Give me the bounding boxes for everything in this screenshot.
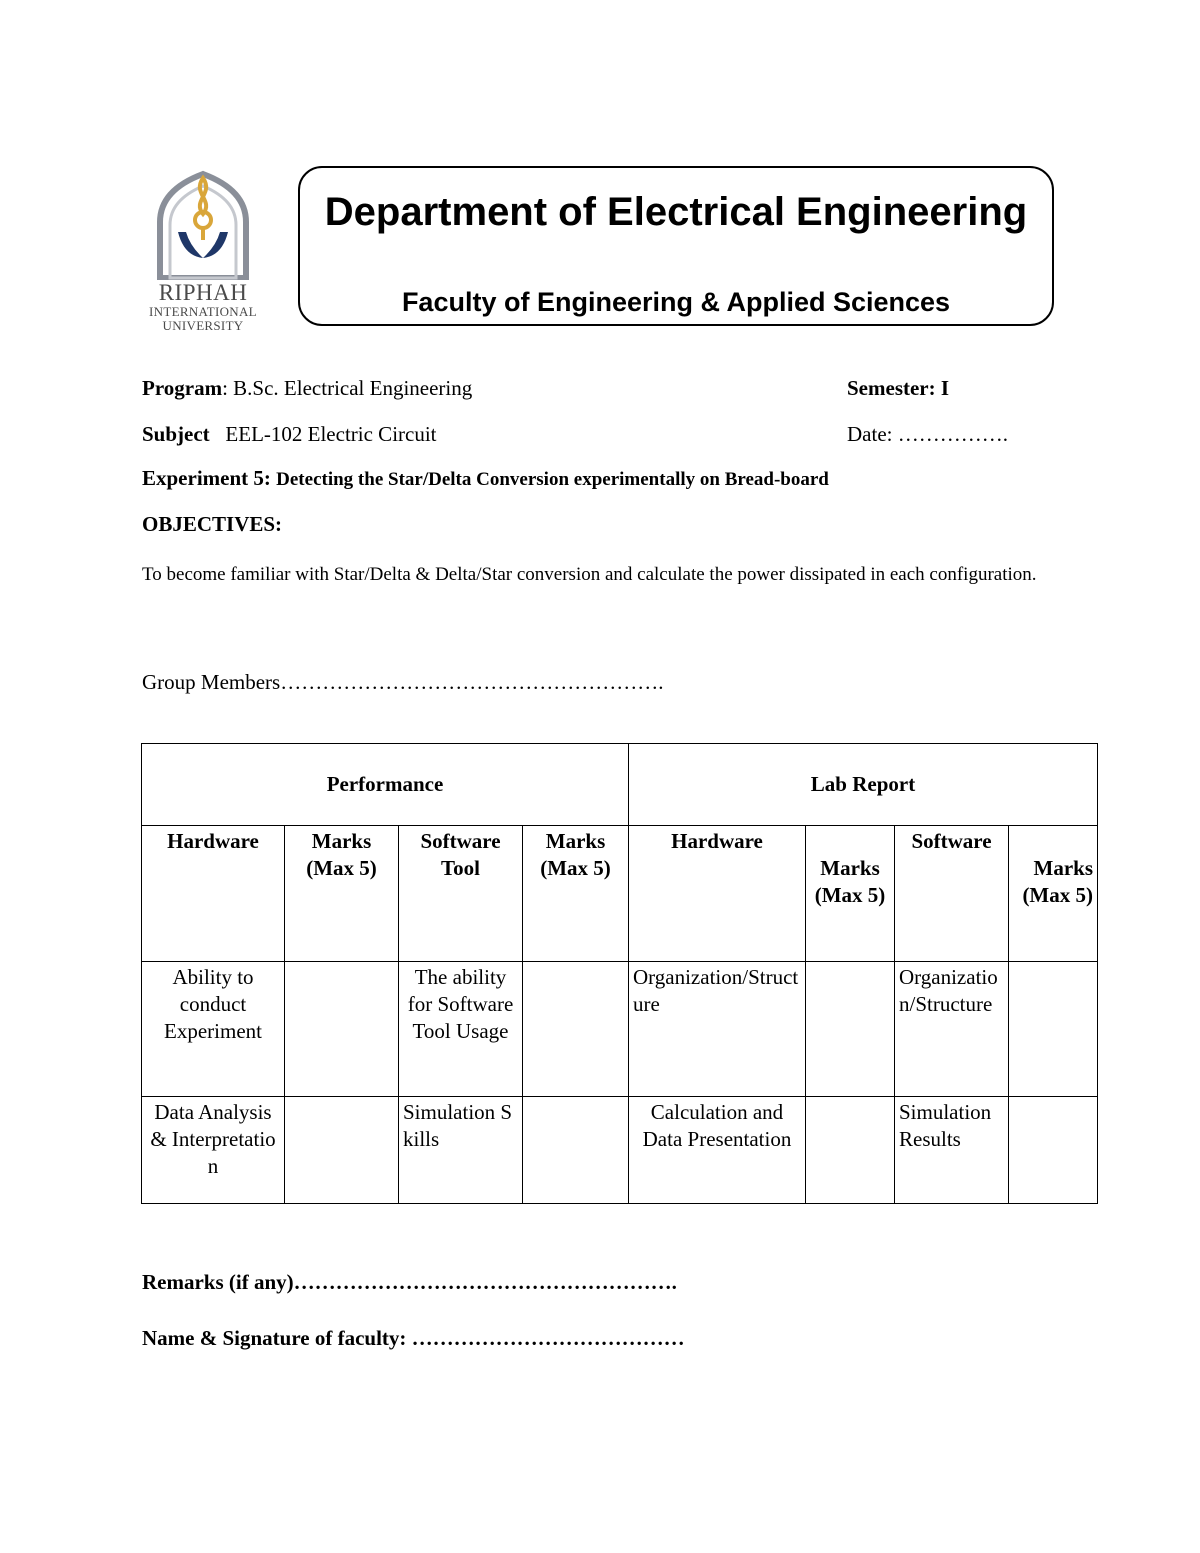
logo-text-riphah: RIPHAH [158,280,248,305]
table-cell [523,1097,629,1204]
semester-field: Semester: I [847,376,950,400]
table-row [142,962,1098,1097]
subject-label: Subject [142,422,210,446]
remarks-field: Remarks (if any)………………………………………………. [142,1270,677,1294]
table-group-header-row [142,744,1098,826]
group-header-lab-report: Lab Report [629,744,1098,826]
experiment-line [142,466,829,491]
table-cell: Organization/Structure [895,962,1009,1097]
assessment-rubric-table [141,743,1098,1204]
logo-text-university: UNIVERSITY [162,318,244,333]
table-cell [1009,1097,1098,1204]
program-value: : B.Sc. Electrical Engineering [222,376,473,400]
table-cell: Simulation Results [895,1097,1009,1204]
group-header-performance: Performance [142,744,629,826]
column-header: Marks (Max 5) [1009,826,1098,962]
column-header: Hardware [629,826,806,962]
logo-text-international: INTERNATIONAL [149,304,257,319]
table-column-header-row [142,826,1098,962]
column-header: Software Tool [399,826,523,962]
header-box [298,166,1054,326]
table-cell: Simulation Skills [399,1097,523,1204]
column-header: Marks (Max 5) [285,826,399,962]
faculty-signature-field: Name & Signature of faculty: ………………………………… [142,1326,685,1350]
table-row [142,1097,1098,1204]
department-title: Department of Electrical Engineering [324,190,1028,234]
table-cell: Data Analysis & Interpretation [142,1097,285,1204]
table-cell [285,962,399,1097]
table-cell [523,962,629,1097]
subject-value: EEL-102 Electric Circuit [225,422,437,446]
university-logo [138,170,278,340]
table-cell: Ability to conduct Experiment [142,962,285,1097]
column-header: Marks (Max 5) [806,826,895,962]
program-line [142,376,472,401]
date-field: Date: ……………. [847,422,1008,446]
table-cell: Calculation and Data Presentation [629,1097,806,1204]
subject-line [142,422,437,447]
column-header: Software [895,826,1009,962]
experiment-title: Detecting the Star/Delta Conversion experimentally on Bread-board [276,469,829,490]
table-cell: Organization/Structure [629,962,806,1097]
riphah-emblem-icon [150,170,256,280]
experiment-label: Experiment 5: [142,466,271,490]
table-cell [1009,962,1098,1097]
column-header: Marks (Max 5) [523,826,629,962]
faculty-title: Faculty of Engineering & Applied Sciences [401,287,951,317]
objectives-heading: OBJECTIVES: [142,512,283,536]
program-label: Program [142,376,223,400]
table-cell [285,1097,399,1204]
table-cell [806,1097,895,1204]
column-header: Hardware [142,826,285,962]
group-members-field: Group Members………………………………………………. [142,670,664,694]
table-cell [806,962,895,1097]
objectives-text: To become familiar with Star/Delta & Delta/Star conversion and calculate the power dissipated in each configuration. [142,564,1037,585]
table-cell: The ability for Software Tool Usage [399,962,523,1097]
